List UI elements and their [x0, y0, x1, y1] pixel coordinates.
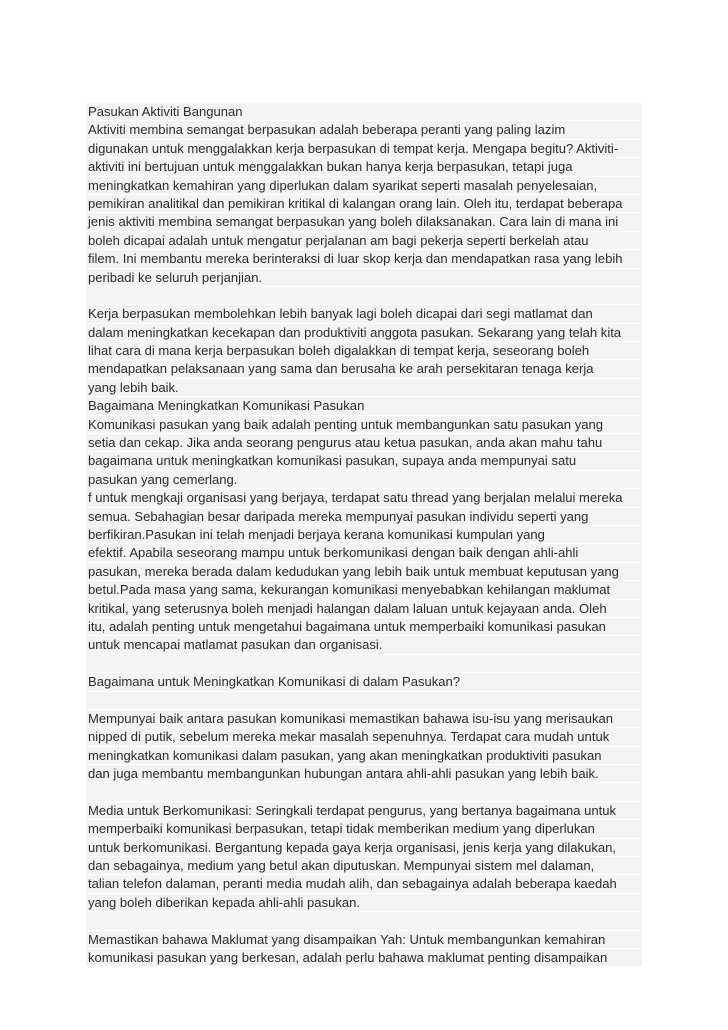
paragraph [86, 121, 642, 287]
text-line: dalam meningkatkan kecekapan dan produktiviti anggota pasukan. Sekarang yang telah kita [86, 324, 642, 342]
text-line: Media untuk Berkomunikasi: Seringkali terdapat pengurus, yang bertanya bagaimana untuk [86, 802, 642, 820]
document-title: Pasukan Aktiviti Bangunan [86, 103, 642, 121]
text-line: setia dan cekap. Jika anda seorang pengurus atau ketua pasukan, anda akan mahu tahu [86, 434, 642, 452]
text-line: Komunikasi pasukan yang baik adalah penting untuk membangunkan satu pasukan yang [86, 416, 642, 434]
text-line: Memastikan bahawa Maklumat yang disampaikan Yah: Untuk membangunkan kemahiran [86, 931, 642, 949]
text-line: f untuk mengkaji organisasi yang berjaya, terdapat satu thread yang berjalan melalui mereka [86, 489, 642, 507]
text-line: lihat cara di mana kerja berpasukan boleh digalakkan di tempat kerja, seseorang boleh [86, 342, 642, 360]
text-line: mendapatkan pelaksanaan yang sama dan berusaha ke arah persekitaran tenaga kerja [86, 360, 642, 378]
text-line: digunakan untuk menggalakkan kerja berpasukan di tempat kerja. Mengapa begitu? Aktiviti- [86, 140, 642, 158]
text-line: peribadi ke seluruh perjanjian. [86, 269, 642, 287]
text-line: untuk mencapai matlamat pasukan dan organisasi. [86, 636, 642, 654]
text-line: komunikasi pasukan yang berkesan, adalah perlu bahawa maklumat penting disampaikan [86, 949, 642, 967]
text-line: dan juga membantu membangunkan hubungan antara ahli-ahli pasukan yang lebih baik. [86, 765, 642, 783]
text-line: jenis aktiviti membina semangat berpasukan yang boleh dilaksanakan. Cara lain di mana ini [86, 213, 642, 231]
text-line: Mempunyai baik antara pasukan komunikasi memastikan bahawa isu-isu yang merisaukan [86, 710, 642, 728]
paragraph [86, 305, 642, 654]
paragraph-gap [86, 655, 642, 673]
text-line: Aktiviti membina semangat berpasukan adalah beberapa peranti yang paling lazim [86, 121, 642, 139]
text-line: yang lebih baik. [86, 379, 642, 397]
document-body [86, 121, 642, 967]
text-line: aktiviti ini bertujuan untuk menggalakkan bukan hanya kerja berpasukan, tetapi juga [86, 158, 642, 176]
text-line: meningkatkan komunikasi dalam pasukan, yang akan meningkatkan produktiviti pasukan [86, 747, 642, 765]
text-line: dan sebagainya, medium yang betul akan diputuskan. Mempunyai sistem mel dalaman, [86, 857, 642, 875]
paragraph [86, 931, 642, 968]
text-line: pasukan yang cemerlang. [86, 471, 642, 489]
document-page [86, 103, 642, 967]
text-line: itu, adalah penting untuk mengetahui bagaimana untuk memperbaiki komunikasi pasukan [86, 618, 642, 636]
paragraph-gap [86, 287, 642, 305]
text-line: pemikiran analitikal dan pemikiran kritikal di kalangan orang lain. Oleh itu, terdapat beberapa [86, 195, 642, 213]
text-line: Bagaimana untuk Meningkatkan Komunikasi di dalam Pasukan? [86, 673, 642, 691]
paragraph-gap [86, 783, 642, 801]
text-line: Bagaimana Meningkatkan Komunikasi Pasukan [86, 397, 642, 415]
text-line: talian telefon dalaman, peranti media mudah alih, dan sebagainya adalah beberapa kaedah [86, 875, 642, 893]
text-line: Kerja berpasukan membolehkan lebih banyak lagi boleh dicapai dari segi matlamat dan [86, 305, 642, 323]
paragraph-gap [86, 912, 642, 930]
text-line: kritikal, yang seterusnya boleh menjadi halangan dalam laluan untuk kejayaan anda. Oleh [86, 600, 642, 618]
text-line: berfikiran.Pasukan ini telah menjadi berjaya kerana komunikasi kumpulan yang [86, 526, 642, 544]
text-line: nipped di putik, sebelum mereka mekar masalah sepenuhnya. Terdapat cara mudah untuk [86, 728, 642, 746]
text-line: betul.Pada masa yang sama, kekurangan komunikasi menyebabkan kehilangan maklumat [86, 581, 642, 599]
text-line: filem. Ini membantu mereka berinteraksi di luar skop kerja dan mendapatkan rasa yang lebih [86, 250, 642, 268]
paragraph-gap [86, 692, 642, 710]
text-line: pasukan, mereka berada dalam kedudukan yang lebih baik untuk membuat keputusan yang [86, 563, 642, 581]
text-line: boleh dicapai adalah untuk mengatur perjalanan am bagi pekerja seperti berkelah atau [86, 232, 642, 250]
text-line: efektif. Apabila seseorang mampu untuk berkomunikasi dengan baik dengan ahli-ahli [86, 544, 642, 562]
text-line: bagaimana untuk meningkatkan komunikasi pasukan, supaya anda mempunyai satu [86, 452, 642, 470]
text-line: meningkatkan kemahiran yang diperlukan dalam syarikat seperti masalah penyelesaian, [86, 177, 642, 195]
paragraph [86, 802, 642, 912]
text-line: semua. Sebahagian besar daripada mereka mempunyai pasukan individu seperti yang [86, 508, 642, 526]
text-line: untuk berkomunikasi. Bergantung kepada gaya kerja organisasi, jenis kerja yang dilakukan, [86, 839, 642, 857]
paragraph [86, 710, 642, 784]
text-line: memperbaiki komunikasi berpasukan, tetapi tidak memberikan medium yang diperlukan [86, 820, 642, 838]
paragraph [86, 673, 642, 691]
text-line: yang boleh diberikan kepada ahli-ahli pasukan. [86, 894, 642, 912]
